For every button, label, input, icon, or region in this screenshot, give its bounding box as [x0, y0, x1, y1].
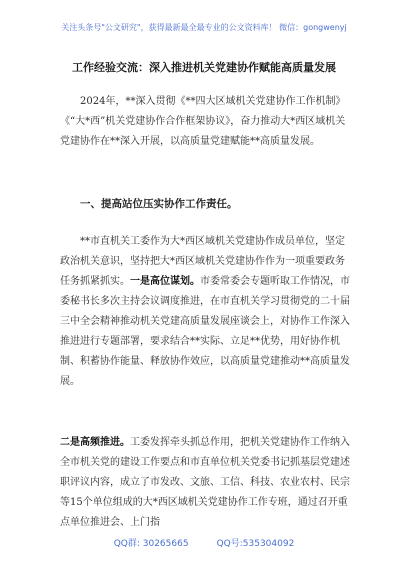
section-paragraph [60, 433, 350, 533]
section-heading: 一、提高站位压实协作工作责任。 [80, 198, 238, 210]
paragraph-text: **市直机关工委作为大*西区域机关党建协作成员单位，坚定政治机关意识，坚持把大*西区域机关党建协作作为一项重要政务任务抓紧抓实。 [60, 236, 345, 287]
footer-qq-number: QQ号:535304092 [216, 539, 295, 549]
bold-subheading: 一是高位谋划。 [130, 276, 200, 287]
header-banner: 关注头条号"公文研究"，获得最新最全最专业的公文资料库！ 微信：gongwenyj [61, 23, 347, 32]
paragraph-text: 市委常委会专题听取工作情况，市委秘书长多次主持会议调度推进，在市直机关学习贯彻党的二十届三中全会精神推动机关党建高质量发展座谈会上，对协作工作深入推进进行专题部署，要求结合**实际、立足**优势，用好协作机制、积蓄协作能量、释放协作效应，以高质量党建推动**高质量发展。 [60, 276, 350, 387]
intro-paragraph: 2024年，**深入贯彻《**四大区域机关党建协作工作机制》《“大*西”机关党建协作合作框架协议》，奋力推动大*西区域机关党建协作在**深入开展，以高质量党建赋能**高质量发展。 [60, 96, 346, 147]
footer-qq-group: QQ群: 30265665 [113, 539, 189, 549]
footer [0, 538, 408, 550]
paragraph-text: 工委发挥牵头抓总作用，把机关党建协作工作纳入全市机关党的建设工作要点和市直单位机关党委书记抓基层党建述职评议内容，成立了市发改、文旅、工信、科技、农业农村、民宗等15个单位组成的大*西区域机关党建协作工作专班，通过召开重点单位推进会、上门指 [60, 437, 350, 528]
bold-subheading: 二是高频推进。 [60, 437, 130, 448]
document-title: 工作经验交流：深入推进机关党建协作赋能高质量发展 [72, 61, 336, 74]
section-paragraph [60, 232, 350, 392]
